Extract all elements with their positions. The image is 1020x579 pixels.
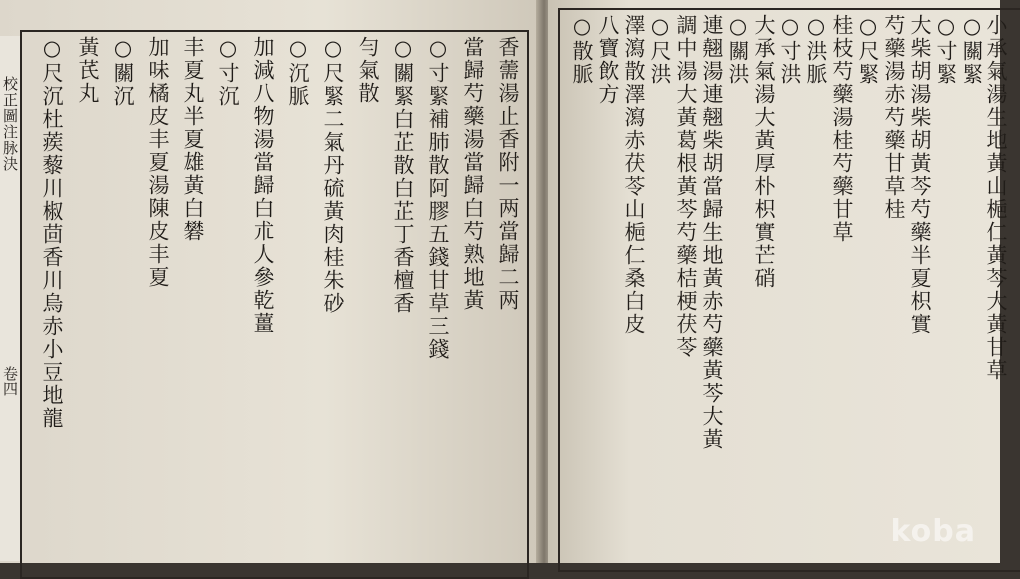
text-column: 芍藥湯赤芍藥甘草桂 bbox=[882, 14, 906, 221]
right-page bbox=[548, 0, 1008, 563]
text-column: 八寶飲方 bbox=[596, 14, 620, 106]
text-column: ○散脈 bbox=[570, 14, 594, 86]
text-column: 加味橘皮丰夏湯陳皮丰夏 bbox=[146, 36, 170, 289]
text-column: 大柴胡湯柴胡黃芩芍藥半夏枳實 bbox=[908, 14, 932, 336]
text-column: 桂枝芍藥湯桂芍藥甘草 bbox=[830, 14, 854, 244]
text-column: ○尺緊二氣丹硫黃肉桂朱砂 bbox=[321, 36, 345, 315]
text-column: ○關沉 bbox=[111, 36, 135, 108]
text-column: 澤瀉散澤瀉赤茯苓山梔仁桑白皮 bbox=[622, 14, 646, 336]
margin-title: 校正圖注脉決 bbox=[1, 76, 19, 172]
text-column: ○尺緊 bbox=[856, 14, 880, 86]
text-column: ○尺沉杜蒺藜川椒茴香川烏赤小豆地龍 bbox=[40, 36, 64, 430]
text-column: 香薷湯止香附一两當歸二两 bbox=[496, 36, 520, 312]
text-column: ○寸洪 bbox=[778, 14, 802, 86]
text-column: ○關洪 bbox=[726, 14, 750, 86]
text-column: ○寸緊補肺散阿膠五錢甘草三錢 bbox=[426, 36, 450, 361]
text-column: ○沉脈 bbox=[286, 36, 310, 108]
text-column: 黃芪丸 bbox=[76, 36, 100, 105]
text-column: 當歸芍藥湯當歸白芍熟地黃 bbox=[461, 36, 485, 312]
text-column: 連翹湯連翹柴胡當歸生地黃赤芍藥黃芩大黃 bbox=[700, 14, 724, 451]
text-column: ○洪脈 bbox=[804, 14, 828, 86]
text-column: 丰夏丸半夏雄黃白礬 bbox=[181, 36, 205, 243]
watermark: koba bbox=[890, 514, 976, 549]
text-column: ○關緊白芷散白芷丁香檀香 bbox=[391, 36, 415, 315]
book-margin bbox=[0, 36, 22, 561]
text-column: 調中湯大黃葛根黃芩芍藥桔梗茯苓 bbox=[674, 14, 698, 359]
text-column: ○尺洪 bbox=[648, 14, 672, 86]
text-column: 加減八物湯當歸白朮人參乾薑 bbox=[251, 36, 275, 335]
text-column: 勻氣散 bbox=[356, 36, 380, 105]
margin-page-number: 卷四 bbox=[1, 366, 19, 396]
text-column: ○寸緊 bbox=[934, 14, 958, 86]
text-column: ○關緊 bbox=[960, 14, 984, 86]
text-column: 小承氣湯生地黃山梔仁黃芩大黃甘草 bbox=[984, 14, 1008, 382]
text-column: 大承氣湯大黃厚朴枳實芒硝 bbox=[752, 14, 776, 290]
text-column: ○寸沉 bbox=[216, 36, 240, 108]
